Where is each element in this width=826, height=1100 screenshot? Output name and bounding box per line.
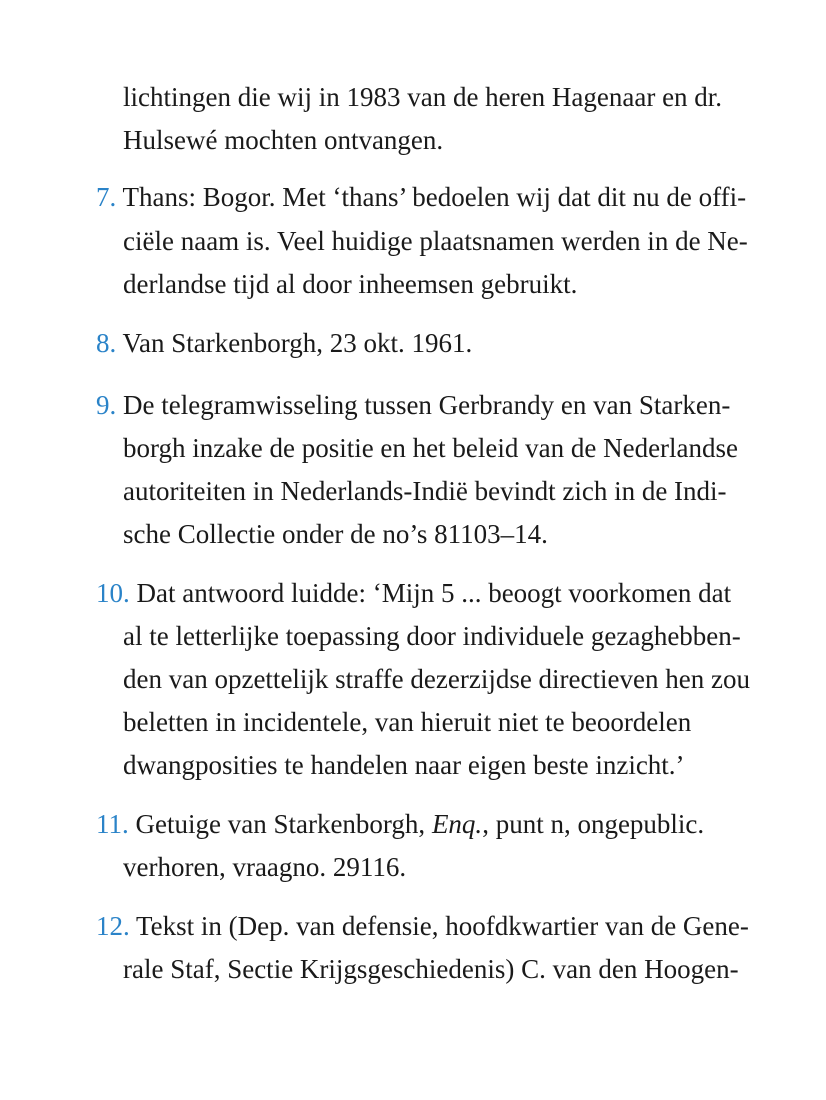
note-7-line-2: ciële naam is. Veel huidige plaatsnamen werden in de Ne- [123, 226, 748, 256]
note-9-line-3: autoriteiten in Nederlands-Indië bevindt zich in de Indi- [123, 476, 727, 506]
note-11-first-line [96, 807, 704, 841]
note-text: Van Starkenborgh, 23 okt. 1961. [122, 328, 473, 358]
note-number: 9. [96, 390, 117, 420]
note-9-line-2: borgh inzake de positie en het beleid van de Nederlandse [123, 433, 739, 463]
note-number: 10. [96, 578, 130, 608]
note-text: Thans: Bogor. Met ‘thans’ bedoelen wij dat dit nu de offi- [122, 182, 747, 212]
note-7-first-line [96, 180, 746, 214]
note-number: 7. [96, 182, 117, 212]
note-12-line-2: rale Staf, Sectie Krijgsgeschiedenis) C. van den Hoogen- [123, 954, 739, 984]
note-text-emphasis: Enq. [431, 809, 483, 839]
note-text-part: Getuige van Starkenborgh, [135, 809, 432, 839]
note-8-first-line [96, 326, 472, 360]
note-text: De telegramwisseling tussen Gerbrandy en van Starken- [123, 390, 731, 420]
note-text-part: , punt n, ongepublic. [482, 809, 705, 839]
note-9-line-4: sche Collectie onder de no’s 81103–14. [123, 519, 548, 549]
note-10-line-3: den van opzettelijk straffe dezerzijdse directieven hen zou [123, 664, 750, 694]
note-number: 12. [96, 911, 130, 941]
note-10-line-5: dwangposities te handelen naar eigen beste inzicht.’ [123, 750, 685, 780]
note-text: Dat antwoord luidde: ‘Mijn 5 ... beoogt voorkomen dat [136, 578, 732, 608]
note-number: 11. [96, 809, 129, 839]
note-10-line-2: al te letterlijke toepassing door individuele gezaghebben- [123, 621, 741, 651]
note-10-line-4: beletten in incidentele, van hieruit niet te beoordelen [123, 707, 692, 737]
note-6-line-1: lichtingen die wij in 1983 van de heren Hagenaar en dr. [123, 82, 723, 112]
note-6-line-2: Hulsewé mochten ontvangen. [123, 125, 444, 155]
note-text: Tekst in (Dep. van defensie, hoofdkwartier van de Gene- [136, 911, 749, 941]
note-10-first-line [96, 576, 731, 610]
note-number: 8. [96, 328, 117, 358]
note-11-line-2: verhoren, vraagno. 29116. [123, 852, 407, 882]
note-9-first-line [96, 388, 730, 422]
note-12-first-line [96, 909, 749, 943]
note-7-line-3: derlandse tijd al door inheemsen gebruikt. [123, 269, 578, 299]
